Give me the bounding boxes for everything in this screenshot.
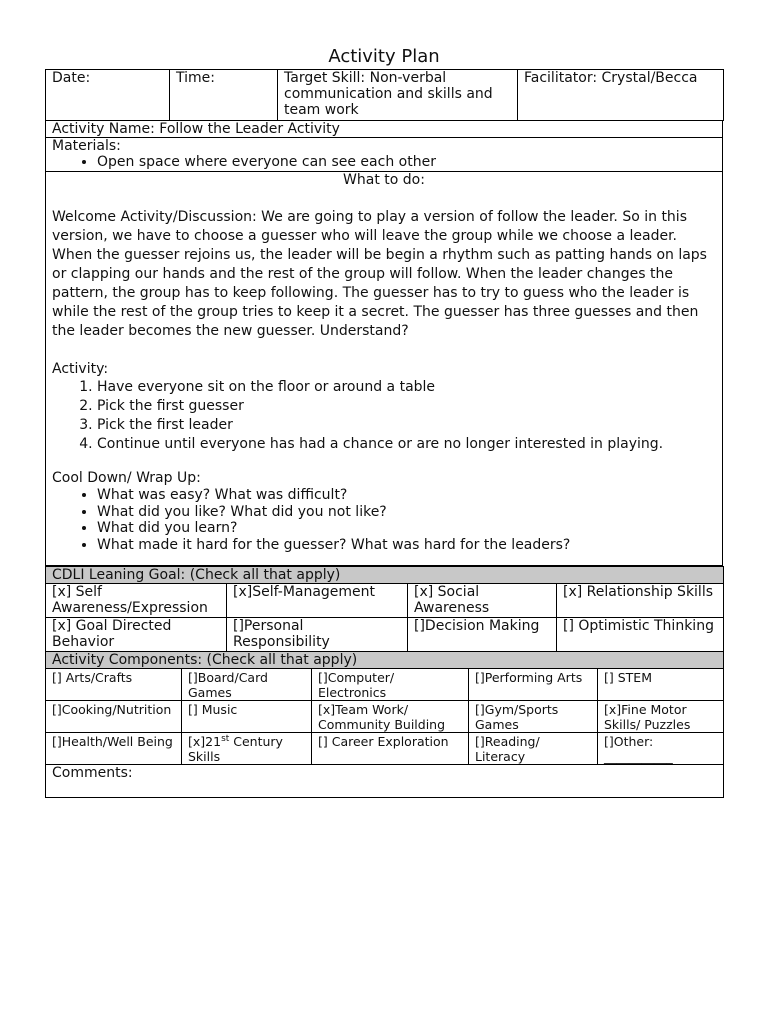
cdli-goal: [] Optimistic Thinking [557, 618, 724, 652]
cdli-table [45, 566, 724, 652]
date-cell: Date: [46, 70, 170, 121]
component-option: [] STEM [598, 669, 724, 701]
component-option: []Gym/Sports Games [469, 701, 598, 733]
materials-label: Materials: [52, 138, 121, 154]
list-item: 1. Have everyone sit on the floor or around a table [97, 378, 716, 397]
component-option: []Board/Card Games [182, 669, 312, 701]
component-option: []Health/Well Being [46, 733, 182, 765]
cdli-goal: [x] Social Awareness [408, 584, 557, 618]
list-item: • What did you like? What did you not like? [97, 504, 716, 521]
activity-label: Activity: [52, 361, 109, 377]
list-item: • What did you learn? [97, 520, 716, 537]
facilitator-cell: Facilitator: Crystal/Becca [518, 70, 724, 121]
time-cell: Time: [170, 70, 278, 121]
cdli-goal: []Personal Responsibility [227, 618, 408, 652]
cdli-heading: CDLI Leaning Goal: (Check all that apply) [46, 567, 724, 584]
list-item: • What made it hard for the guesser? What was hard for the leaders? [97, 537, 716, 554]
component-option: [] Music [182, 701, 312, 733]
component-option: [x]Team Work/ Community Building [312, 701, 469, 733]
activity-name: Activity Name: Follow the Leader Activity [46, 121, 723, 138]
materials-list [52, 154, 716, 170]
component-option: [x]21st Century Skills [182, 733, 312, 765]
target-skill-cell: Target Skill: Non-verbal communication and skills and team work [278, 70, 518, 121]
components-heading: Activity Components: (Check all that apply) [46, 652, 724, 669]
list-item: 3. Pick the first leader [97, 416, 716, 435]
cooldown-list [52, 487, 716, 553]
header-table [45, 69, 724, 121]
page-title: Activity Plan [328, 46, 440, 67]
components-table [45, 651, 724, 798]
cdli-goal: []Decision Making [408, 618, 557, 652]
cdli-goal: [x] Goal Directed Behavior [46, 618, 227, 652]
component-option: []Computer/ Electronics [312, 669, 469, 701]
plan-table [45, 120, 723, 566]
cdli-goal: [x]Self-Management [227, 584, 408, 618]
component-option: []Other: ___________ [598, 733, 724, 765]
component-option: [] Arts/Crafts [46, 669, 182, 701]
activity-steps [52, 378, 716, 454]
what-to-do-heading: What to do: [343, 172, 425, 188]
list-item: • Open space where everyone can see each other [97, 154, 716, 170]
component-option: []Performing Arts [469, 669, 598, 701]
list-item: • What was easy? What was difficult? [97, 487, 716, 504]
list-item: 4. Continue until everyone has had a chance or are no longer interested in playing. [97, 435, 716, 454]
other-blank-line: ___________ [604, 749, 673, 764]
what-to-do-cell [46, 172, 723, 566]
comments-cell: Comments: [46, 765, 724, 798]
cooldown-label: Cool Down/ Wrap Up: [52, 470, 201, 486]
component-option: []Cooking/Nutrition [46, 701, 182, 733]
component-option: []Reading/ Literacy [469, 733, 598, 765]
list-item: 2. Pick the first guesser [97, 397, 716, 416]
cdli-goal: [x] Self Awareness/Expression [46, 584, 227, 618]
component-option: [x]Fine Motor Skills/ Puzzles [598, 701, 724, 733]
welcome-paragraph: Welcome Activity/Discussion: We are going to play a version of follow the leader. So in this version, we have to choose a guesser who will leave the group while we choose a leader. When the guesser rejoins us, the leader will be begin a rhythm such as patting hands on laps or clapping our hands and the rest of the group will follow. When the leader changes the pattern, the group has to keep following. The guesser has to try to guess who the leader is while the rest of the group tries to keep it a secret. The guesser has three guesses and then the leader becomes the new guesser. Understand? [52, 209, 707, 339]
component-option: [] Career Exploration [312, 733, 469, 765]
cdli-goal: [x] Relationship Skills [557, 584, 724, 618]
materials-cell [46, 138, 723, 172]
